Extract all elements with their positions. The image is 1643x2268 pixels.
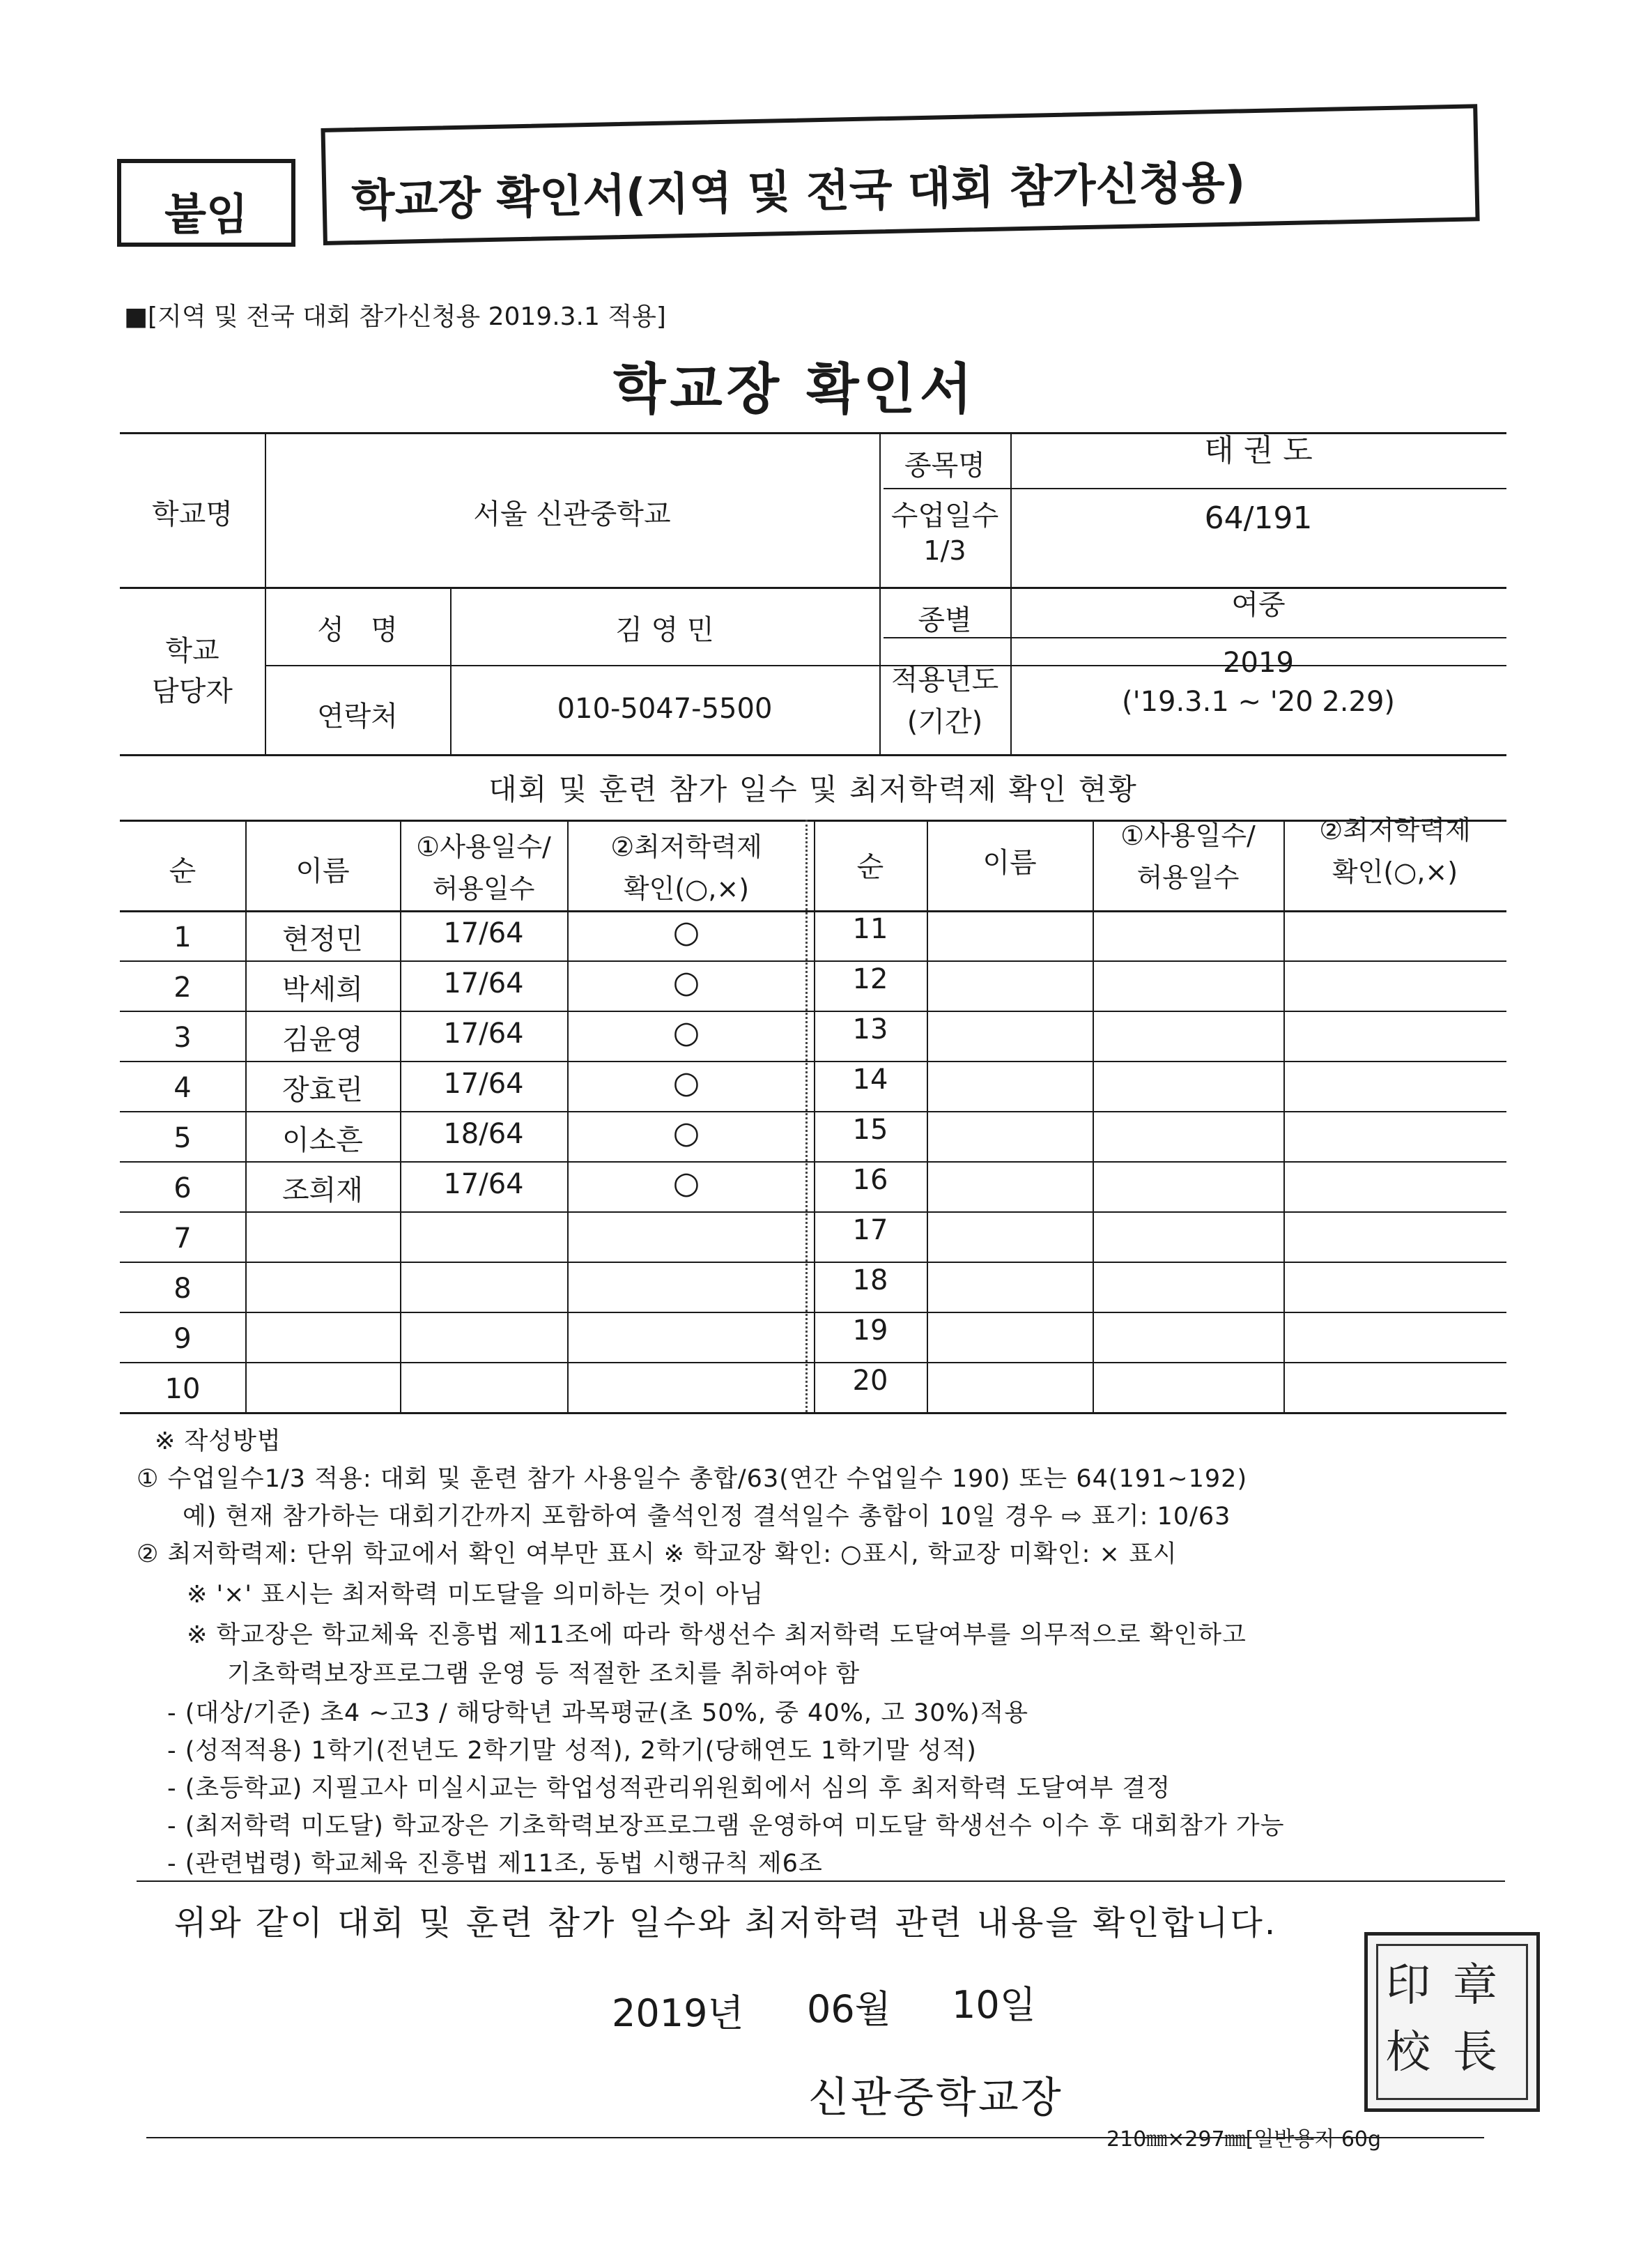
status-vline — [1283, 820, 1285, 1412]
row-check: ○ — [672, 914, 700, 950]
row-no: 7 — [173, 1223, 192, 1255]
row-no-right: 20 — [852, 1365, 888, 1397]
date-day: 10일 — [952, 1983, 1036, 2027]
row-line — [120, 1362, 1506, 1363]
info-line — [884, 488, 1506, 489]
manager-label-sub: 담당자 — [152, 675, 233, 707]
name-label: 성 명 — [317, 614, 398, 646]
row-name: 김윤영 — [282, 1024, 363, 1056]
row-line — [120, 1262, 1506, 1263]
status-title: 대회 및 훈련 참가 일수 및 최저학력제 확인 현황 — [488, 772, 1138, 806]
row-check: ○ — [672, 1165, 700, 1201]
row-line — [120, 1011, 1506, 1012]
row-no-right: 16 — [852, 1164, 888, 1196]
header-title-box — [321, 104, 1479, 245]
status-vline — [245, 820, 247, 1412]
row-days: 17/64 — [443, 1018, 524, 1050]
row-no: 1 — [173, 921, 192, 953]
notes-bottom-line — [137, 1880, 1505, 1882]
class-days-value: 64/191 — [1204, 500, 1313, 536]
row-no-right: 11 — [852, 913, 888, 945]
seal-glyph: 校 — [1386, 2027, 1430, 2078]
note-line: ※ 학교장은 학교체육 진흥법 제11조에 따라 학생선수 최저학력 도달여부를 의무적으로 확인하고 — [187, 1621, 1247, 1649]
row-line — [120, 1111, 1506, 1112]
status-vline — [1093, 820, 1094, 1412]
info-bottom-line — [120, 754, 1506, 756]
row-no-right: 13 — [852, 1013, 888, 1045]
year-value: 2019 — [1223, 647, 1294, 679]
header-no: 순 — [169, 855, 196, 887]
note-line: - (최저학력 미도달) 학교장은 기초학력보장프로그램 운영하여 미도달 학생선수 이수 후 대회참가 가능 — [167, 1812, 1285, 1840]
header-check-right-sub: 확인(○,×) — [1332, 857, 1458, 887]
note-line: 예) 현재 참가하는 대회기간까지 포함하여 출석인정 결석일수 총합이 10일 경우 ⇨ 표기: 10/63 — [183, 1503, 1231, 1531]
confirm-statement: 위와 같이 대회 및 훈련 참가 일수와 최저학력 관련 내용을 확인합니다. — [174, 1903, 1278, 1943]
row-check: ○ — [672, 1065, 700, 1101]
category-label: 종별 — [918, 604, 972, 636]
row-check: ○ — [672, 1015, 700, 1050]
row-name: 현정민 — [282, 924, 363, 956]
note-line: ② 최저학력제: 단위 학교에서 확인 여부만 표시 ※ 학교장 확인: ○표시, 학교장 미확인: × 표시 — [137, 1540, 1178, 1568]
header-days: ①사용일수/ — [416, 832, 551, 862]
row-no: 2 — [173, 972, 192, 1004]
status-bottom-line — [120, 1412, 1506, 1414]
school-value: 서울 신관중학교 — [473, 498, 671, 530]
seal-glyph: 長 — [1453, 2027, 1497, 2078]
note-line: - (성적적용) 1학기(전년도 2학기말 성적), 2학기(당해연도 1학기말 성적) — [167, 1737, 977, 1765]
note-line: ① 수업일수1/3 적용: 대회 및 훈련 참가 사용일수 총합/63(연간 수업일수 190) 또는 64(191~192) — [137, 1465, 1248, 1493]
row-name: 이소흔 — [282, 1124, 363, 1156]
row-check: ○ — [672, 965, 700, 1000]
row-days: 18/64 — [443, 1118, 524, 1150]
header-days-right-sub: 허용일수 — [1136, 862, 1240, 893]
row-no: 4 — [173, 1072, 192, 1104]
year-label-sub: (기간) — [907, 706, 983, 738]
row-days: 17/64 — [443, 1168, 524, 1200]
year-label: 적용년도 — [890, 664, 999, 696]
row-no: 5 — [173, 1122, 192, 1154]
row-days: 17/64 — [443, 967, 524, 999]
year-period: ('19.3.1 ~ '20 2.29) — [1121, 686, 1396, 718]
row-days: 17/64 — [443, 917, 524, 949]
row-line — [120, 1312, 1506, 1313]
row-no-right: 19 — [852, 1315, 888, 1347]
row-no-right: 18 — [852, 1264, 888, 1296]
status-divider — [805, 820, 808, 1412]
row-days: 17/64 — [443, 1068, 524, 1100]
class-days-label: 수업일수 — [890, 500, 999, 532]
status-vline — [400, 820, 401, 1412]
header-name: 이름 — [295, 855, 350, 887]
row-line — [120, 1161, 1506, 1163]
sport-label: 종목명 — [904, 450, 985, 482]
note-line: - (대상/기준) 초4 ~고3 / 해당학년 과목평균(초 50%, 중 40%, 고 30%)적용 — [167, 1699, 1029, 1727]
row-line — [120, 960, 1506, 962]
row-line — [120, 1211, 1506, 1213]
signer: 신관중학교장 — [808, 2074, 1063, 2122]
header-days-right: ①사용일수/ — [1120, 820, 1256, 851]
paper-spec: 210㎜×297㎜[일반용지 60g — [1106, 2127, 1382, 2152]
seal-glyph: 印 — [1386, 1960, 1430, 2012]
class-days-label-sub: 1/3 — [923, 535, 966, 566]
note-line: - (관련법령) 학교체육 진흥법 제11조, 동법 시행규칙 제6조 — [167, 1850, 823, 1878]
header-no-right: 순 — [856, 851, 884, 883]
row-no-right: 17 — [852, 1214, 888, 1246]
attachment-tag-box — [117, 159, 295, 247]
header-check-right: ②최저학력제 — [1319, 815, 1471, 845]
contact-value: 010-5047-5500 — [557, 693, 773, 725]
row-no-right: 14 — [852, 1064, 888, 1096]
note-line: 기초학력보장프로그램 운영 등 적절한 조치를 취하여야 함 — [227, 1660, 861, 1688]
row-no: 3 — [173, 1022, 192, 1054]
status-vline — [927, 820, 928, 1412]
header-check-sub: 확인(○,×) — [623, 873, 750, 904]
note-line: ※ '×' 표시는 최저학력 미도달을 의미하는 것이 아님 — [187, 1581, 764, 1609]
seal-glyph: 章 — [1453, 1960, 1497, 2012]
date-month: 06월 — [807, 1987, 891, 2031]
status-header-line — [120, 910, 1506, 912]
row-line — [120, 1061, 1506, 1062]
header-check: ②최저학력제 — [610, 832, 762, 862]
header-title: 학교장 확인서(지역 및 전국 대회 참가신청용) — [350, 157, 1246, 228]
form-subtitle: ■[지역 및 전국 대회 참가신청용 2019.3.1 적용] — [124, 302, 666, 331]
row-no-right: 15 — [852, 1114, 888, 1146]
note-line: - (초등학교) 지필고사 미실시교는 학업성적관리위원회에서 심의 후 최저학력 도달여부 결정 — [167, 1775, 1171, 1802]
date-year: 2019년 — [612, 1991, 744, 2035]
row-no-right: 12 — [852, 963, 888, 995]
row-no: 9 — [173, 1323, 192, 1355]
row-name: 박세희 — [282, 974, 363, 1006]
row-no: 8 — [173, 1273, 192, 1305]
category-value: 여중 — [1231, 589, 1286, 621]
attachment-tag: 붙임 — [164, 189, 248, 240]
form-title: 학교장 확인서 — [613, 358, 977, 421]
note-line: ※ 작성방법 — [155, 1427, 281, 1455]
school-label: 학교명 — [152, 498, 233, 530]
contact-label: 연락처 — [317, 700, 398, 733]
name-value: 김 영 민 — [615, 614, 714, 646]
sport-value: 태 권 도 — [1204, 433, 1313, 468]
school-seal — [1364, 1932, 1540, 2112]
row-no: 10 — [164, 1373, 201, 1405]
row-no: 6 — [173, 1172, 192, 1204]
row-name: 조희재 — [282, 1174, 363, 1206]
header-days-sub: 허용일수 — [432, 873, 535, 904]
header-name-right: 이름 — [982, 847, 1037, 879]
row-name: 장효린 — [282, 1074, 363, 1106]
row-check: ○ — [672, 1115, 700, 1151]
manager-label: 학교 — [165, 635, 219, 667]
